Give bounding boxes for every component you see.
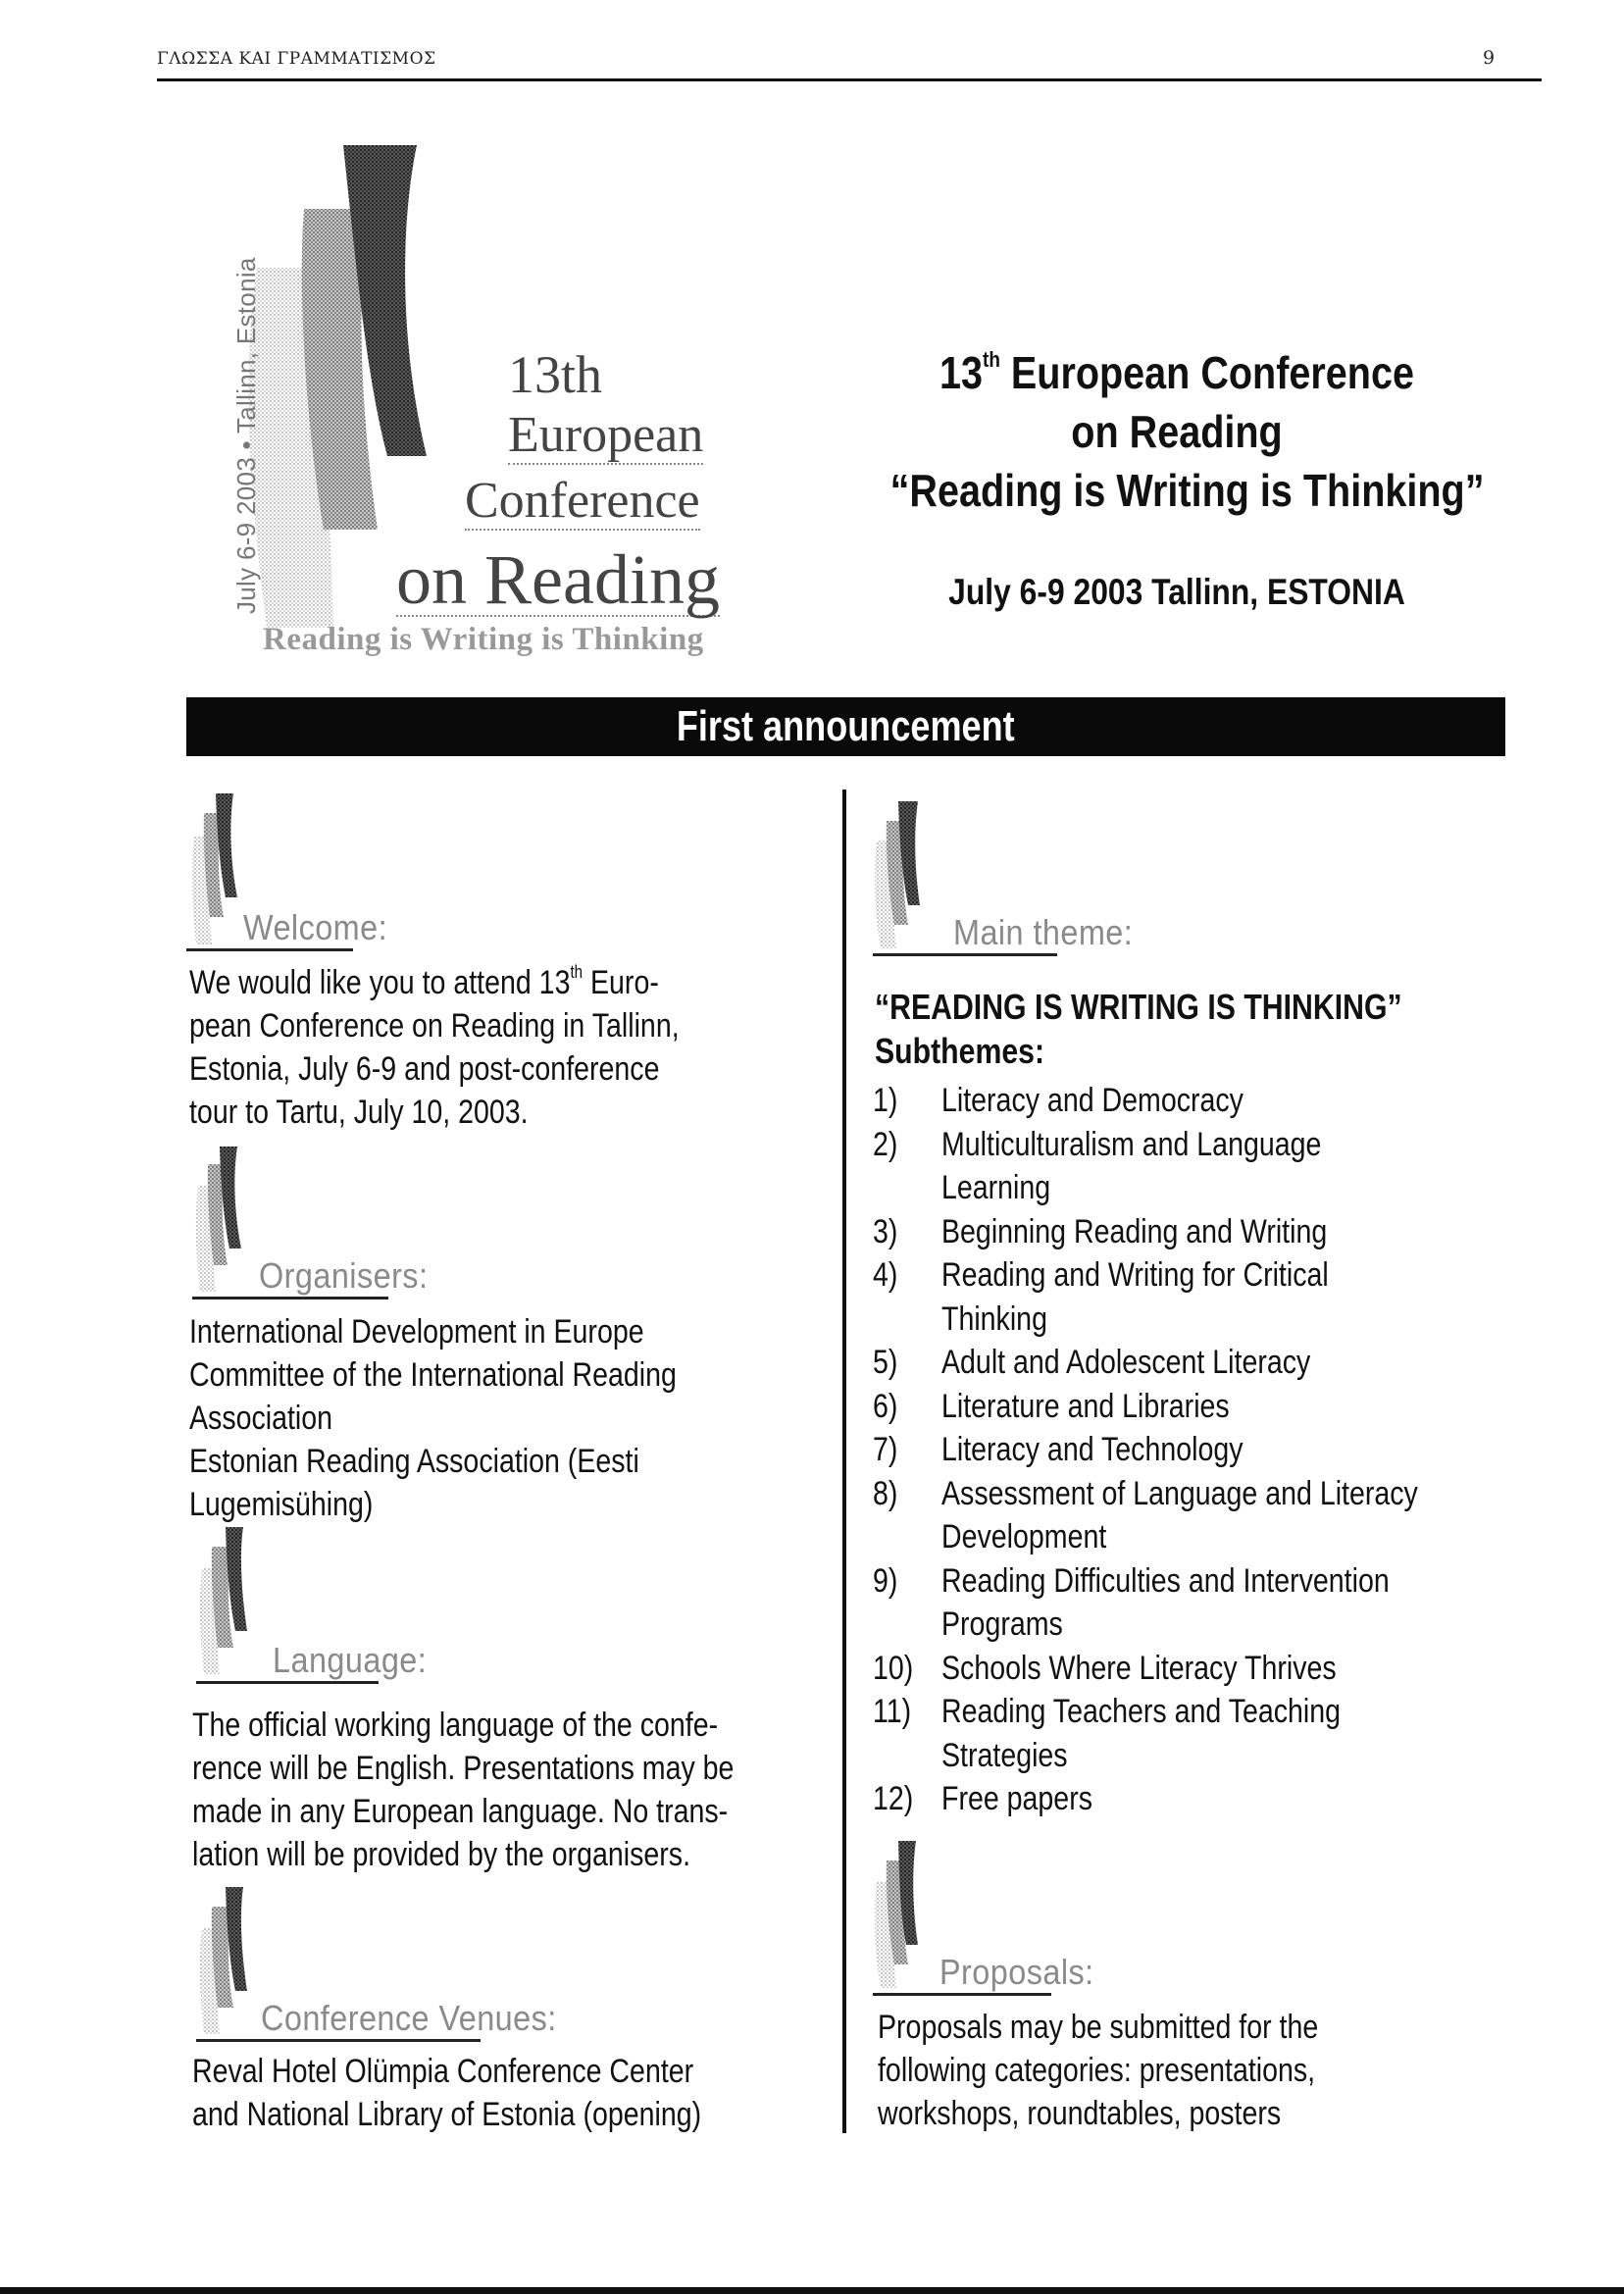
subtheme-number: 2): [873, 1125, 898, 1163]
subtheme-text: [941, 1647, 1508, 1691]
welcome-line: tour to Tartu, July 10, 2003.: [189, 1094, 529, 1131]
language-line: lation will be provided by the organisers.: [192, 1836, 691, 1873]
subtheme-item: [873, 1428, 1508, 1472]
subtheme-item: [873, 1472, 1508, 1559]
logo-european: European: [508, 407, 704, 463]
section-emblem-icon: [186, 790, 245, 946]
section-rule: [873, 1993, 1051, 1996]
subtheme-number: 12): [873, 1780, 914, 1817]
title-line-3: “Reading is Writing is Thinking”: [889, 465, 1485, 516]
language-line: made in any European language. No trans-: [192, 1793, 729, 1830]
running-header-title: ΓΛΩΣΣΑ ΚΑΙ ΓΡΑΜΜΑΤΙΣΜΟΣ: [157, 49, 436, 69]
proposals-text: [878, 2006, 1402, 2135]
subtheme-line: Free papers: [941, 1780, 1092, 1817]
welcome-line: pean Conference on Reading in Tallinn,: [189, 1007, 680, 1045]
subtheme-line: Schools Where Literacy Thrives: [941, 1649, 1337, 1687]
subtheme-number: 6): [873, 1387, 898, 1425]
organisers-line: Estonian Reading Association (Eesti: [189, 1443, 639, 1480]
logo-13th: 13th: [508, 345, 603, 404]
venues-line: Reval Hotel Olümpia Conference Center: [192, 2053, 694, 2090]
subtheme-item: [873, 1253, 1508, 1341]
logo-vertical-text: July 6-9 2003 • Tallinn, Estonia: [231, 257, 261, 614]
subtheme-line: Programs: [941, 1606, 1063, 1643]
logo-conference: Conference: [465, 473, 700, 529]
subtheme-line: Beginning Reading and Writing: [941, 1212, 1328, 1250]
subtheme-number: 9): [873, 1561, 898, 1600]
subtheme-item: [873, 1385, 1508, 1429]
subtheme-item: [873, 1690, 1508, 1777]
section-heading-language: [196, 1525, 441, 1684]
subtheme-text: [941, 1210, 1508, 1254]
subtheme-line: Multiculturalism and Language: [941, 1125, 1322, 1163]
subtheme-text: [941, 1690, 1508, 1777]
subtheme-number: 10): [873, 1649, 914, 1687]
section-title-proposals: Proposals:: [939, 1952, 1094, 1992]
subtheme-line: Thinking: [941, 1300, 1047, 1338]
column-divider: [842, 790, 846, 2133]
subtheme-text: [941, 1428, 1508, 1472]
welcome-line-1-pre: We would like you to attend 13: [189, 964, 571, 1001]
scan-bottom-edge: [0, 2287, 1624, 2294]
subtheme-line: Reading Difficulties and Intervention: [941, 1561, 1390, 1600]
subtheme-item: [873, 1559, 1508, 1647]
subtheme-line: Literacy and Technology: [941, 1431, 1243, 1468]
subtheme-line: Literacy and Democracy: [941, 1082, 1243, 1119]
page-number: 9: [1483, 47, 1496, 69]
subtheme-item: [873, 1210, 1508, 1254]
banner-label: First announcement: [677, 702, 1015, 750]
section-title-main-theme: Main theme:: [953, 912, 1134, 952]
title-ordinal-number: 13: [939, 347, 984, 398]
welcome-line-1: [189, 961, 680, 1004]
section-emblem-icon: [873, 799, 936, 951]
section-rule: [196, 1681, 379, 1684]
title-line-2: on Reading: [1071, 406, 1283, 457]
proposals-line: Proposals may be submitted for the: [878, 2009, 1319, 2046]
subtheme-number: 11): [873, 1693, 912, 1730]
organisers-line: Committee of the International Reading: [189, 1356, 677, 1394]
first-announcement-banner: [186, 697, 1505, 756]
subtheme-line: Assessment of Language and Literacy: [941, 1474, 1418, 1512]
subtheme-item: [873, 1647, 1508, 1691]
section-title-organisers: Organisers:: [259, 1255, 429, 1296]
section-rule: [196, 2039, 481, 2042]
subtheme-line: Reading and Writing for Critical: [941, 1256, 1329, 1294]
subtheme-number: 7): [873, 1431, 898, 1468]
subtheme-text: [941, 1341, 1508, 1385]
organisers-text: [189, 1310, 770, 1526]
section-rule: [873, 953, 1057, 956]
subtheme-line: Adult and Adolescent Literacy: [941, 1344, 1311, 1381]
section-heading-venues: [196, 1885, 557, 2042]
welcome-text: [189, 961, 773, 1134]
subtheme-number: 3): [873, 1212, 898, 1250]
section-heading-main-theme: [873, 799, 1134, 956]
logo-tagline: Reading is Writing is Thinking: [263, 622, 704, 657]
subtheme-item: [873, 1777, 1508, 1821]
section-emblem-icon: [196, 1525, 259, 1677]
logo-on-reading: on Reading: [396, 540, 720, 619]
section-emblem-icon: [192, 1143, 251, 1295]
title-date-place: July 6-9 2003 Tallinn, ESTONIA: [948, 572, 1405, 612]
subtheme-line: Reading Teachers and Teaching: [941, 1693, 1342, 1730]
subtheme-text: [941, 1559, 1508, 1647]
language-line: rence will be English. Presentations may be: [192, 1750, 735, 1787]
proposals-line: following categories: presentations,: [878, 2052, 1316, 2089]
language-text: [192, 1704, 837, 1876]
venues-line: and National Library of Estonia (opening): [192, 2096, 702, 2133]
section-heading-welcome: [186, 790, 397, 951]
section-rule: [186, 948, 353, 951]
section-heading-organisers: [192, 1143, 447, 1300]
subthemes-list: [873, 1079, 1508, 1821]
language-line: The official working language of the confe-: [192, 1707, 719, 1744]
organisers-line: International Development in Europe: [189, 1313, 644, 1351]
welcome-line: Estonia, July 6-9 and post-conference: [189, 1050, 660, 1088]
subthemes-label: Subthemes:: [875, 1031, 1045, 1071]
conference-title-block: [843, 343, 1510, 614]
title-ordinal-suffix: th: [983, 347, 1000, 372]
section-heading-proposals: [873, 1839, 1118, 1996]
subtheme-text: [941, 1079, 1508, 1123]
section-rule: [192, 1297, 388, 1300]
subtheme-item: [873, 1341, 1508, 1385]
subtheme-number: 1): [873, 1082, 898, 1119]
section-emblem-icon: [196, 1885, 259, 2037]
section-title-welcome: Welcome:: [243, 907, 388, 947]
subtheme-text: [941, 1385, 1508, 1429]
proposals-line: workshops, roundtables, posters: [878, 2095, 1282, 2132]
title-line-1: [890, 343, 1464, 402]
welcome-line-1-post: Euro-: [583, 964, 659, 1001]
welcome-line-1-sup: th: [570, 962, 584, 982]
subtheme-number: 4): [873, 1256, 898, 1294]
section-title-venues: Conference Venues:: [261, 1998, 557, 2038]
subtheme-line: Development: [941, 1518, 1107, 1555]
title-line-1-rest: European Conference: [999, 347, 1414, 398]
subtheme-item: [873, 1079, 1508, 1123]
main-theme-title: “READING IS WRITING IS THINKING”: [875, 987, 1402, 1027]
subtheme-line: Strategies: [941, 1736, 1068, 1774]
subtheme-text: [941, 1472, 1508, 1559]
venues-text: [192, 2050, 798, 2136]
subtheme-number: 8): [873, 1474, 898, 1512]
section-emblem-icon: [873, 1839, 936, 1991]
header-rule: [157, 78, 1542, 81]
organisers-line: Association: [189, 1400, 333, 1437]
subtheme-number: 5): [873, 1344, 898, 1381]
subtheme-item: [873, 1123, 1508, 1210]
subtheme-text: [941, 1253, 1508, 1341]
section-title-language: Language:: [273, 1640, 428, 1680]
subtheme-line: Literature and Libraries: [941, 1387, 1230, 1425]
subtheme-text: [941, 1777, 1508, 1821]
subtheme-line: Learning: [941, 1169, 1051, 1206]
organisers-line: Lugemisühing): [189, 1486, 374, 1523]
subtheme-text: [941, 1123, 1508, 1210]
